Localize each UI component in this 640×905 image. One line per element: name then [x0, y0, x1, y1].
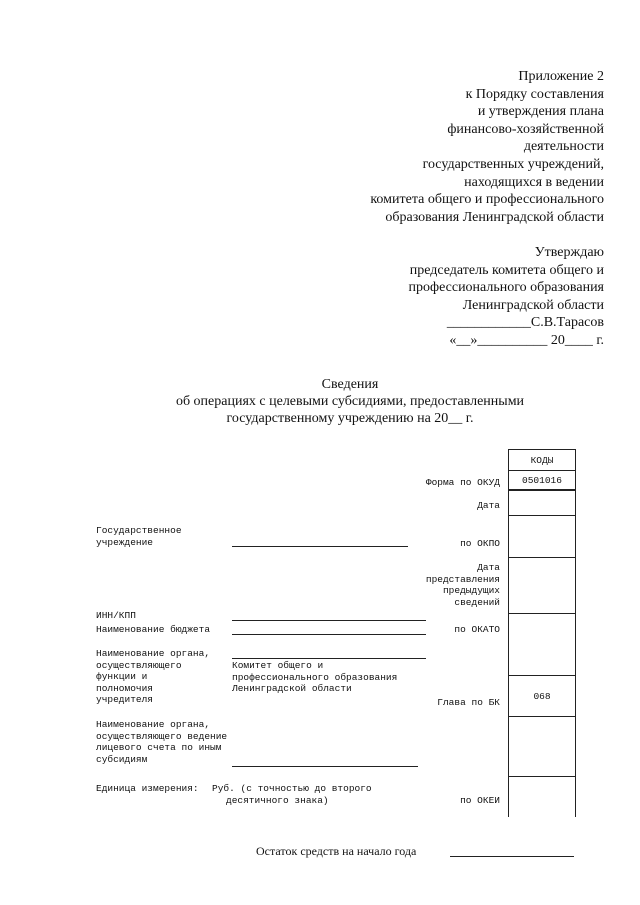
appendix-line: Приложение 2	[518, 69, 604, 84]
prev-date-label-line: сведений	[454, 596, 500, 608]
appendix-line: деятельности	[523, 139, 604, 155]
institution-label	[96, 525, 182, 548]
appendix-header	[370, 68, 604, 226]
balance-field[interactable]	[450, 856, 574, 857]
account-organ-label-line: Наименование органа,	[96, 719, 211, 730]
codes-table	[508, 449, 576, 817]
glava-code-cell[interactable]: 068	[509, 676, 575, 717]
account-organ-label-line: субсидиям	[96, 753, 148, 765]
organ-label-line: осуществляющего	[96, 659, 182, 671]
okei-code-cell[interactable]	[509, 777, 575, 817]
prev-date-code-cell[interactable]	[509, 558, 575, 614]
organ-label-line: учредителя	[96, 694, 154, 705]
appendix-line: находящихся в ведении	[464, 174, 604, 190]
organ-value-line: Комитет общего и	[232, 660, 324, 671]
okpo-label: по ОКПО	[460, 538, 500, 549]
budget-label: Наименование бюджета	[96, 624, 211, 635]
unit-value	[212, 783, 372, 806]
approval-title: Утверждаю	[534, 245, 604, 260]
organ-label	[96, 648, 210, 706]
organ-label-line: полномочия	[96, 682, 154, 694]
budget-field[interactable]	[232, 634, 426, 635]
balance-label: Остаток средств на начало года	[256, 844, 417, 858]
okud-code-cell[interactable]: 0501016	[509, 471, 575, 491]
okei-label: по ОКЕИ	[460, 795, 500, 806]
approval-position-line: председатель комитета общего и	[409, 262, 604, 278]
prev-date-label-line: Дата	[477, 562, 500, 573]
unit-value-line: десятичного знака)	[226, 794, 329, 806]
account-organ-label-line: лицевого счета по иным	[96, 742, 222, 753]
account-organ-label-line: осуществляющего ведение	[96, 730, 228, 742]
appendix-line: к Порядку составления	[465, 86, 604, 102]
approval-position-line: Ленинградской области	[462, 297, 604, 313]
document-title-line: Сведения	[321, 377, 379, 392]
okpo-code-cell[interactable]	[509, 516, 575, 558]
document-title	[0, 376, 640, 427]
organ-label-line: функции и	[96, 671, 148, 682]
approval-signature: ____________С.В.Тарасов	[446, 315, 604, 331]
okato-label: по ОКАТО	[454, 624, 500, 635]
appendix-line: финансово-хозяйственной	[447, 121, 604, 137]
inn-field[interactable]	[232, 620, 426, 621]
date-code-cell[interactable]	[509, 491, 575, 516]
inn-label: ИНН/КПП	[96, 610, 136, 621]
institution-label-line: учреждение	[96, 536, 154, 548]
prev-date-label-line: предыдущих	[442, 585, 500, 596]
organ-field-line[interactable]	[232, 658, 426, 659]
institution-field[interactable]	[232, 546, 408, 547]
appendix-line: государственных учреждений,	[422, 156, 604, 172]
unit-value-line: Руб. (с точностью до второго	[212, 783, 372, 794]
prev-date-label-line: представления	[425, 573, 500, 585]
organ-value	[232, 660, 397, 695]
appendix-line: образования Ленинградской области	[385, 209, 604, 225]
okato-code-cell[interactable]	[509, 614, 575, 676]
institution-label-line: Государственное	[96, 525, 182, 536]
okud-label: Форма по ОКУД	[425, 477, 500, 488]
account-organ-code-cell[interactable]	[509, 717, 575, 777]
organ-value-line: Ленинградской области	[232, 683, 352, 694]
document-title-line: государственному учреждению на 20__ г.	[226, 411, 474, 426]
approval-position-line: профессионального образования	[408, 280, 604, 296]
appendix-line: и утверждения плана	[477, 104, 604, 120]
document-title-line: об операциях с целевыми субсидиями, предоставленными	[175, 394, 525, 409]
codes-header: КОДЫ	[509, 449, 575, 471]
account-organ-field[interactable]	[232, 766, 418, 767]
unit-label: Единица измерения:	[96, 783, 199, 794]
date-label: Дата	[477, 500, 500, 511]
approval-date: «__»__________ 20____ г.	[449, 332, 604, 348]
organ-label-line: Наименование органа,	[96, 648, 211, 659]
appendix-line: комитета общего и профессионального	[370, 192, 604, 208]
prev-date-label	[426, 562, 500, 608]
glava-label: Глава по БК	[437, 697, 500, 708]
approval-block	[409, 244, 604, 350]
organ-value-line: профессионального образования	[232, 671, 398, 683]
account-organ-label	[96, 719, 227, 765]
